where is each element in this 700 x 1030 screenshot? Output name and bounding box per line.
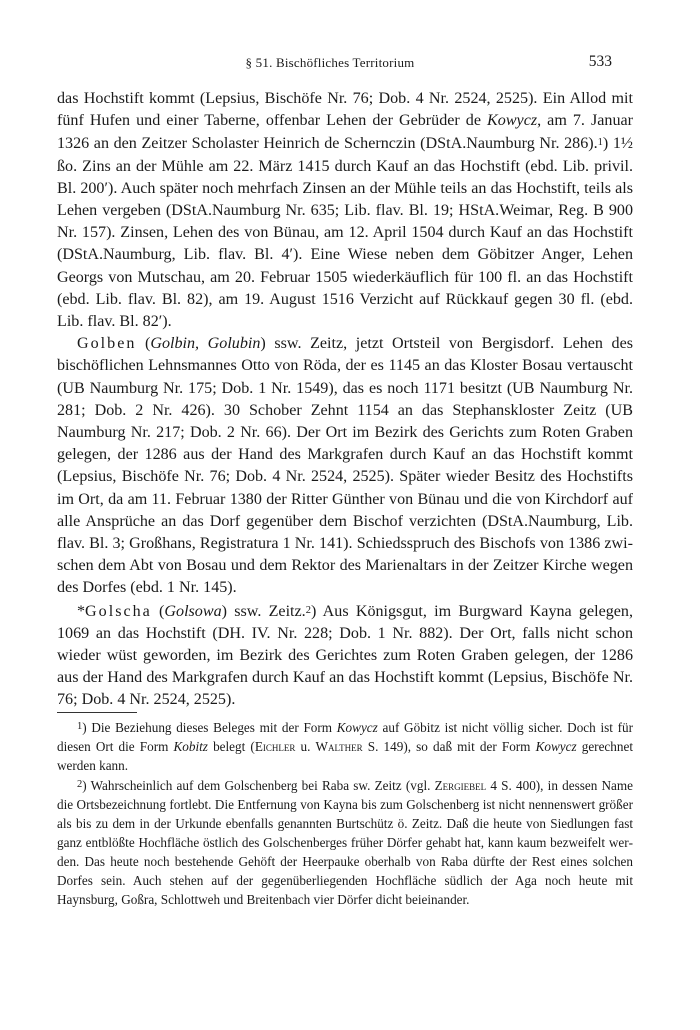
text-run: * [77,602,86,620]
running-head [0,53,700,73]
paragraph-golben [57,333,633,599]
footnote-marker: 2 [77,779,83,790]
text-run: ) Die Beziehung dieses Beleges mit der Form [82,720,337,735]
main-text [57,88,633,712]
footnote-2 [57,775,633,909]
italic-run: Kowycz [336,720,378,735]
italic-run: Golsowa [164,602,222,620]
text-run: ) Aus Königsgut, im Burgward Kayna gelegen, 1069 an das Hochstift (DH. IV. Nr. 228; Dob. 1 Nr. 882). Der Ort, falls nicht schon wieder wüst geworden, im Bezirk des Gerichtes zum Roten Graben gelegen, der 1286 aus der Hand des Markgrafen durch Kauf an das Hochstift kommt (Lepsius, Bischöfe Nr. 76; Dob. 4 Nr. 2524, 2525). [57,602,633,709]
text-run: ) Wahrscheinlich auf dem Golschenberg bei Raba sw. Zeitz (vgl. [82,778,435,793]
text-run: S. 149), so daß mit der Form [362,739,536,754]
text-run: , am 7. Januar 1326 an den Zeitzer Scholaster Heinrich de Schernczin (DStA.Naumburg Nr. 286). [57,112,633,153]
author-name: Zergiebel [434,778,487,793]
text-run: auf Göbitz ist nicht völlig sicher. Doch ist für diesen Ort die Form [57,720,633,754]
italic-run: Kowycz [487,112,538,130]
italic-run: Golbin, Golubin [150,335,261,353]
section-title: § 51. Bischöfliches Territorium [245,55,415,70]
footnote-rule [57,712,137,713]
place-name: Golben [77,335,137,353]
text-run: ( [151,602,165,620]
italic-run: Kobitz [173,739,208,754]
text-run: ) ssw. Zeitz. [221,602,306,620]
italic-run: Kowycz [535,739,577,754]
text-run: 4 S. 400), in dessen Name die Ortsbezeichnung fortlebt. Die Entfernung von Kayna bis zum Golschenberg ist nicht nennenswert größer als bis zu dem in der Urkunde ebenfalls genannten Burtschütz ö. Zeitz. Daß die heute von Siedlungen fast ganz entblößte Hochfläche östlich des Golschenberges früher Dörfer gehabt hat, kann kaum bezweifelt werden. Das heute noch bestehende Gehöft der Heerpauke oberhalb von Raba dürfte der Rest eines solchen Dorfes sein. Auch stehen auf der gegenüberliegenden Hochfläche südlich der Aga noch heute mit Haynsburg, Goßra, Schlottweh und Breitenbach vier Dörfer dicht beieinander. [57,778,633,907]
text-run: ) ssw. Zeitz, jetzt Ortsteil von Bergisdorf. Lehen des bischöflichen Lehnsmannes Otto von Röda, der es 1145 an das Kloster Bosau vertauscht (UB Naumburg Nr. 175; Dob. 1 Nr. 1549), das es noch 1171 besitzt (UB Naumburg Nr. 281; Dob. 2 Nr. 426). 30 Schober Zehnt 1154 an das Stephanskloster Zeitz (UB Naumburg Nr. 217; Dob. 2 Nr. 66). Der Ort im Bezirk des Gerichts zum Roten Graben gelegen, der 1286 aus der Hand des Markgrafen durch Kauf an das Hochstift kommt (Lepsius, Bischöfe Nr. 76; Dob. 4 Nr. 2524, 2525). Später wieder Besitz des Hochstifts im Ort, da am 11. Februar 1380 der Ritter Günther von Bünau und die von Kirchdorf auf alle Ansprüche an das Dorf gegenüber dem Bischof verzichten (DStA.Naumburg, Lib. flav. Bl. 3; Großhans, Registratura 1 Nr. 141). Schiedsspruch des Bischofs von 1386 zwischen dem Abt von Bosau und dem Rektor des Marienaltars in der Zeitzer Kirche wegen des Dorfes (ebd. 1 Nr. 145). [57,335,633,597]
footnote-marker: 1 [597,137,603,149]
footnote-marker: 2 [305,604,311,616]
text-run: das Hochstift kommt (Lepsius, Bischöfe Nr. 76; Dob. 4 Nr. 2524, 2525). Ein Allod mit fünf Hufen und einer Taberne, offenbar Lehen der Gebrüder de [57,90,633,130]
text-run: gerechnet werden kann. [57,739,633,773]
place-name: Golscha [85,602,152,620]
text-run: u. [295,739,316,754]
paragraph-goebitz-continued [57,88,633,333]
paragraph-golscha [57,600,633,712]
page-number: 533 [588,53,612,70]
text-run: ) 1½ ßo. Zins an der Mühle am 22. März 1415 durch Kauf an das Hochstift (ebd. Lib. privil. Bl. 200′). Auch später noch mehrfach Zinsen an der Mühle teils an das Hochstift, teils als Lehen vergeben (DStA.Naumburg Nr. 635; Lib. flav. Bl. 19; HStA.Weimar, Reg. B 900 Nr. 157). Zinsen, Lehen des von Bünau, am 12. April 1504 durch Kauf an das Hochstift (DStA.Naumburg, Lib. flav. Bl. 4′). Eine Wiese neben dem Göbitzer Anger, Lehen Georgs von Mutschau, am 20. Februar 1505 wiederkäuflich für 100 fl. an das Hochstift (ebd. Lib. flav. Bl. 82), am 19. August 1516 Verzicht auf Rückkauf gegen 30 fl. (ebd. Lib. flav. Bl. 82′). [57,135,634,331]
author-name: Eichler [254,739,296,754]
footnote-marker: 1 [77,721,83,732]
footnotes [57,717,633,909]
text-run: ( [136,335,151,353]
footnote-1 [57,717,633,775]
text-run: belegt ( [207,739,255,754]
author-name: Walther [315,739,363,754]
